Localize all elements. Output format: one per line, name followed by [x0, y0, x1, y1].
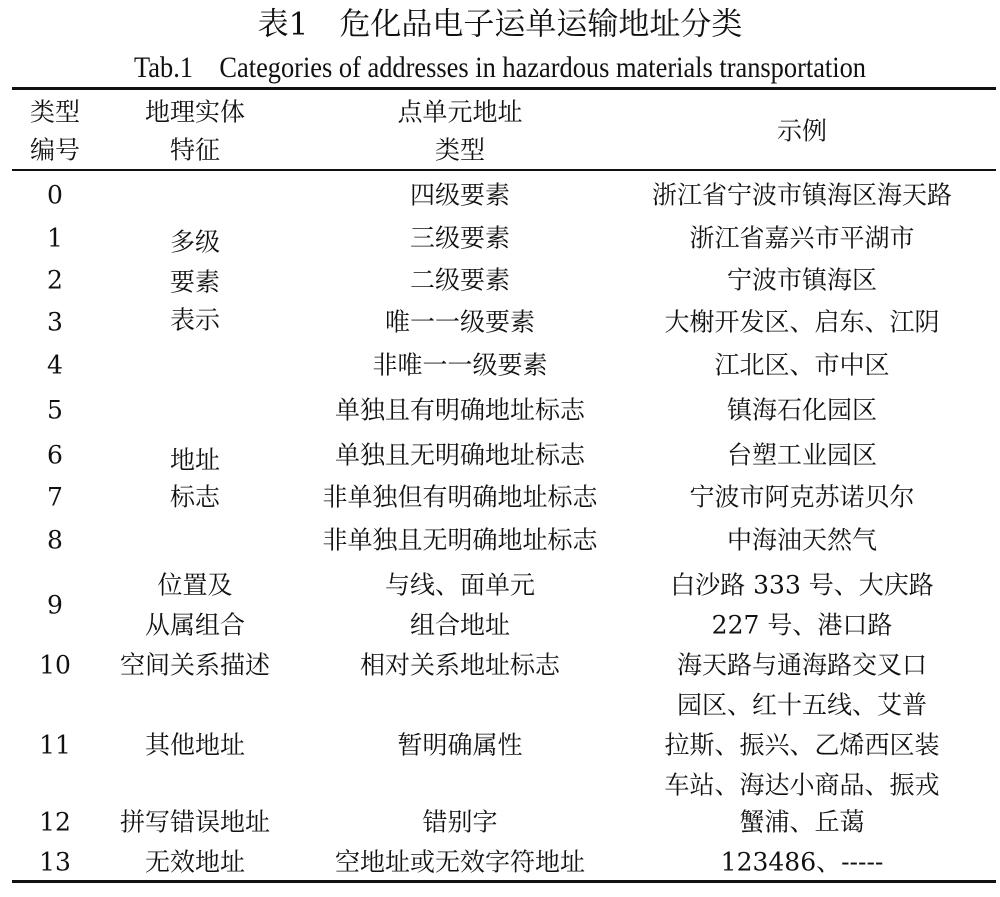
entity-feature: 无效地址	[144, 847, 246, 877]
row-id: 8	[47, 525, 63, 555]
example-text: 浙江省嘉兴市平湖市	[689, 223, 915, 253]
address-type: 相对关系地址标志	[359, 650, 561, 680]
header-col3-line2: 类型	[434, 135, 486, 165]
address-type: 与线、面单元	[384, 570, 536, 600]
header-col2-line2: 特征	[169, 135, 221, 165]
table-title-cn: 表1 危化品电子运单运输地址分类	[257, 6, 743, 43]
example-text: 江北区、市中区	[714, 350, 890, 380]
header-col1-line2: 编号	[29, 135, 81, 165]
example-text: 园区、红十五线、艾普	[676, 690, 928, 720]
example-text: 白沙路 333 号、大庆路	[670, 570, 934, 600]
entity-feature: 表示	[169, 305, 221, 335]
example-text: 台塑工业园区	[726, 440, 878, 470]
row-id: 5	[47, 395, 63, 425]
example-text: 拉斯、振兴、乙烯西区装	[664, 730, 940, 760]
row-id: 3	[47, 307, 63, 337]
example-text: 227 号、港口路	[711, 610, 893, 640]
row-id: 4	[47, 350, 63, 380]
example-text: 镇海石化园区	[726, 395, 878, 425]
address-type: 单独且有明确地址标志	[334, 395, 586, 425]
table-title-en: Tab.1 Categories of addresses in hazardous materials transportation	[134, 51, 866, 84]
address-type: 空地址或无效字符地址	[334, 847, 586, 877]
header-col2-line1: 地理实体	[144, 97, 246, 127]
entity-feature: 空间关系描述	[119, 650, 271, 680]
address-type: 四级要素	[409, 180, 511, 210]
example-text: 海天路与通海路交叉口	[676, 650, 928, 680]
bottom-rule	[12, 880, 996, 883]
header-col1-line1: 类型	[29, 97, 81, 127]
example-text: 宁波市镇海区	[726, 265, 878, 295]
entity-feature: 从属组合	[144, 610, 246, 640]
header-col4: 示例	[776, 116, 828, 146]
address-type: 暂明确属性	[397, 730, 523, 760]
row-id: 9	[47, 590, 63, 620]
header-rule	[12, 169, 996, 171]
row-id: 11	[39, 730, 71, 760]
top-rule	[12, 87, 996, 90]
row-id: 6	[47, 440, 63, 470]
address-type: 非单独但有明确地址标志	[322, 482, 598, 512]
row-id: 12	[39, 807, 71, 837]
entity-feature: 地址	[169, 445, 221, 475]
entity-feature: 要素	[169, 267, 221, 297]
example-text: 123486、-----	[720, 847, 884, 877]
example-text: 大榭开发区、启东、江阴	[664, 307, 940, 337]
entity-feature: 多级	[169, 227, 221, 257]
row-id: 10	[39, 650, 71, 680]
entity-feature: 位置及	[157, 570, 233, 600]
address-type: 单独且无明确地址标志	[334, 440, 586, 470]
address-type: 三级要素	[409, 223, 511, 253]
address-type: 唯一一级要素	[384, 307, 536, 337]
row-id: 13	[39, 847, 71, 877]
address-type: 组合地址	[409, 610, 511, 640]
header-col3-line1: 点单元地址	[397, 97, 523, 127]
row-id: 0	[47, 180, 63, 210]
entity-feature: 拼写错误地址	[119, 807, 271, 837]
example-text: 宁波市阿克苏诺贝尔	[689, 482, 915, 512]
address-type: 非单独且无明确地址标志	[322, 525, 598, 555]
entity-feature: 标志	[169, 482, 221, 512]
example-text: 中海油天然气	[726, 525, 878, 555]
example-text: 浙江省宁波市镇海区海天路	[651, 180, 953, 210]
row-id: 1	[47, 223, 63, 253]
row-id: 2	[47, 265, 63, 295]
address-type: 非唯一一级要素	[372, 350, 548, 380]
entity-feature: 其他地址	[144, 730, 246, 760]
row-id: 7	[47, 482, 63, 512]
address-type: 二级要素	[409, 265, 511, 295]
example-text: 车站、海达小商品、振戎	[664, 770, 940, 800]
address-type: 错别字	[422, 807, 498, 837]
example-text: 蟹浦、丘蔼	[739, 807, 865, 837]
